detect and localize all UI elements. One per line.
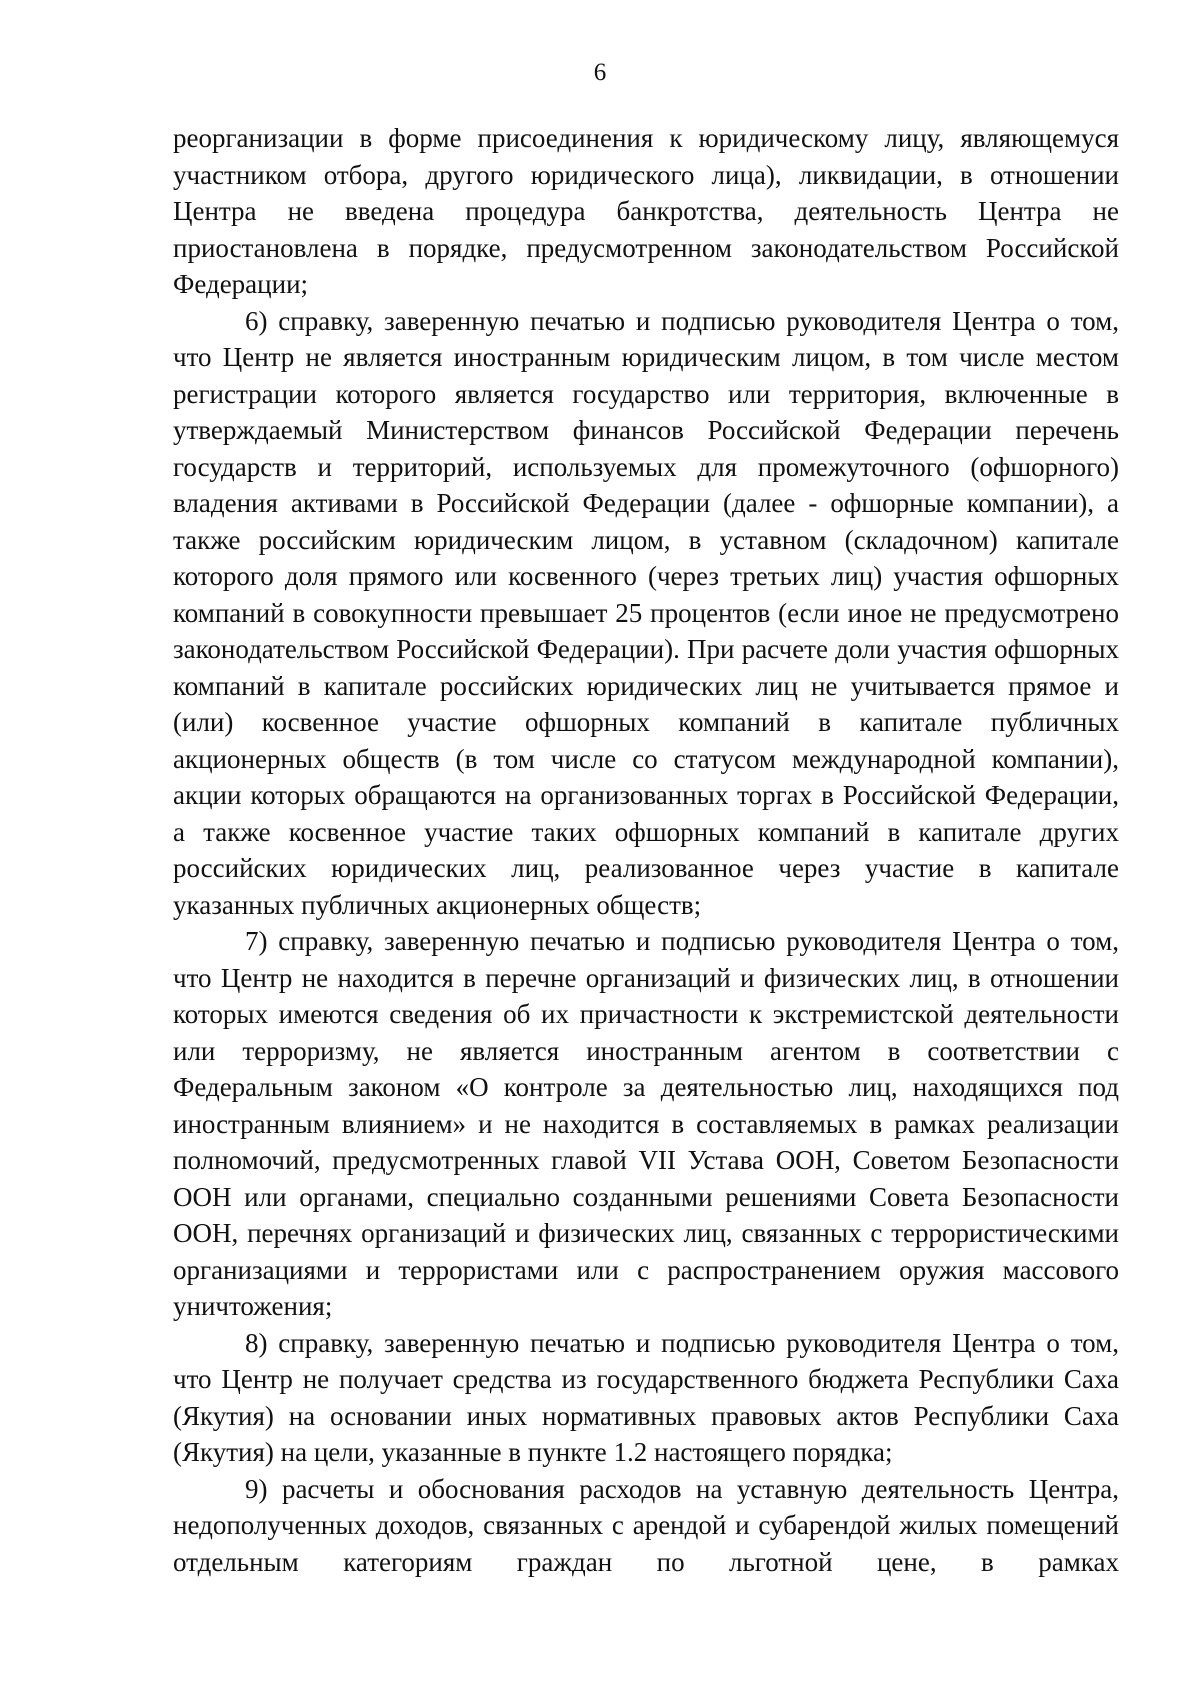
- paragraph-item-8: 8) справку, заверенную печатью и подписью руководителя Центра о том, что Центр не получает средства из государственного бюджета Республики Саха (Якутия) на основании иных нормативных правовых актов Республики Саха (Якутия) на цели, указанные в пункте 1.2 настоящего порядка;: [173, 1327, 1119, 1467]
- document-body: [173, 120, 1119, 1580]
- paragraph-item-6: 6) справку, заверенную печатью и подписью руководителя Центра о том, что Центр не является иностранным юридическим лицом, в том числе местом регистрации которого является государство или территория, включенные в утверждаемый Министерством финансов Российской Федерации перечень государств и территорий, используемых для промежуточного (офшорного) владения активами в Российской Федерации (далее - офшорные компании), а также российским юридическим лицом, в уставном (складочном) капитале которого доля прямого или косвенного (через третьих лиц) участия офшорных компаний в совокупности превышает 25 процентов (если иное не предусмотрено законодательством Российской Федерации). При расчете доли участия офшорных компаний в капитале российских юридических лиц не учитывается прямое и (или) косвенное участие офшорных компаний в капитале публичных акционерных обществ (в том числе со статусом международной компании), акции которых обращаются на организованных торгах в Российской Федерации, а также косвенное участие таких офшорных компаний в капитале других российских юридических лиц, реализованное через участие в капитале указанных публичных акционерных обществ;: [173, 305, 1119, 920]
- paragraph-item-9: 9) расчеты и обоснования расходов на уставную деятельность Центра, недополученных доходов, связанных с арендой и субарендой жилых помещений отдельным категориям граждан по льготной цене, в рамках: [173, 1473, 1119, 1577]
- paragraph-continuation: реорганизации в форме присоединения к юридическому лицу, являющемуся участником отбора, другого юридического лица), ликвидации, в отношении Центра не введена процедура банкротства, деятельность Центра не приостановлена в порядке, предусмотренном законодательством Российской Федерации;: [173, 123, 1119, 299]
- page-number: 6: [593, 59, 607, 86]
- paragraph-item-7: 7) справку, заверенную печатью и подписью руководителя Центра о том, что Центр не находится в перечне организаций и физических лиц, в отношении которых имеются сведения об их причастности к экстремистской деятельности или терроризму, не является иностранным агентом в соответствии с Федеральным законом «О контроле за деятельностью лиц, находящихся под иностранным влиянием» и не находится в составляемых в рамках реализации полномочий, предусмотренных главой VII Устава ООН, Советом Безопасности ООН или органами, специально созданными решениями Совета Безопасности ООН, перечнях организаций и физических лиц, связанных с террористическими организациями и террористами или с распространением оружия массового уничтожения;: [173, 926, 1119, 1321]
